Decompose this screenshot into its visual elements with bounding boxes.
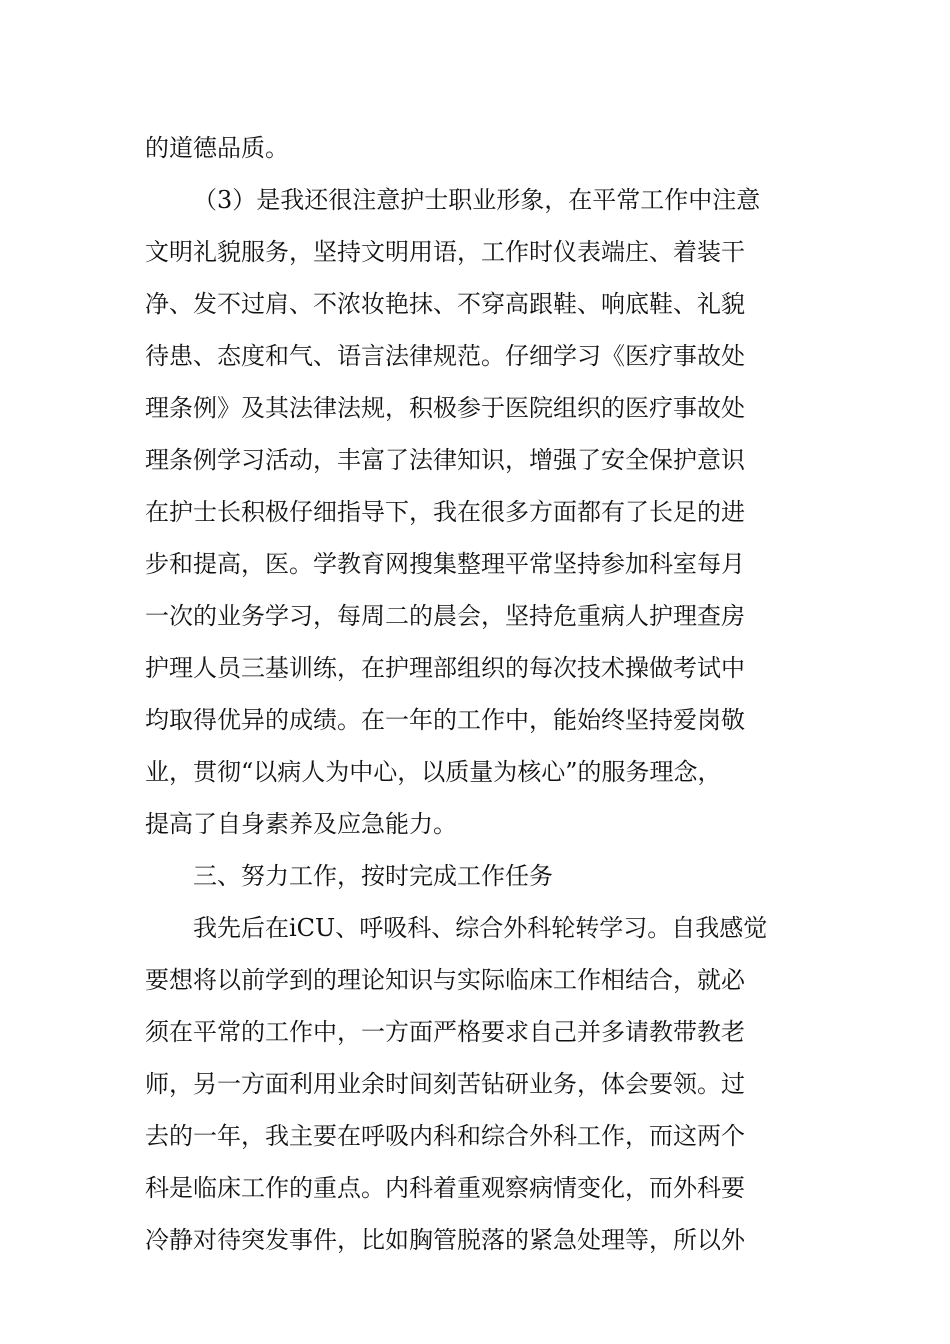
text-line: （3）是我还很注意护士职业形象，在平常工作中注意	[193, 186, 761, 214]
text-line: 待患、态度和气、语言法律规范。仔细学习《医疗事故处	[145, 342, 745, 370]
text-line: 理条例学习活动，丰富了法律知识，增强了安全保护意识	[145, 446, 745, 474]
text-line: 理条例》及其法律法规，积极参于医院组织的医疗事故处	[145, 394, 745, 422]
text-line: 在护士长积极仔细指导下，我在很多方面都有了长足的进	[145, 498, 745, 526]
text-line: 的道德品质。	[145, 134, 289, 162]
text-line: 冷静对待突发事件，比如胸管脱落的紧急处理等，所以外	[145, 1226, 745, 1254]
text-line: 净、发不过肩、不浓妆艳抹、不穿高跟鞋、响底鞋、礼貌	[145, 290, 745, 318]
text-line: 一次的业务学习，每周二的晨会，坚持危重病人护理查房	[145, 602, 745, 630]
text-line: 我先后在iCU、呼吸科、综合外科轮转学习。自我感觉	[193, 914, 768, 942]
text-line: 须在平常的工作中，一方面严格要求自己并多请教带教老	[145, 1018, 745, 1046]
text-line: 步和提高，医。学教育网搜集整理平常坚持参加科室每月	[145, 550, 745, 578]
section-heading: 三、努力工作，按时完成工作任务	[193, 862, 553, 890]
text-line: 去的一年，我主要在呼吸内科和综合外科工作，而这两个	[145, 1122, 745, 1150]
text-line: 业，贯彻“以病人为中心，以质量为核心”的服务理念，	[145, 758, 722, 786]
text-line: 文明礼貌服务，坚持文明用语，工作时仪表端庄、着装干	[145, 238, 745, 266]
text-line: 师，另一方面利用业余时间刻苦钻研业务，体会要领。过	[145, 1070, 745, 1098]
text-line: 提高了自身素养及应急能力。	[145, 810, 457, 838]
text-line: 科是临床工作的重点。内科着重观察病情变化，而外科要	[145, 1174, 745, 1202]
text-line: 要想将以前学到的理论知识与实际临床工作相结合，就必	[145, 966, 745, 994]
text-line: 均取得优异的成绩。在一年的工作中，能始终坚持爱岗敬	[145, 706, 745, 734]
text-line: 护理人员三基训练，在护理部组织的每次技术操做考试中	[145, 654, 745, 682]
